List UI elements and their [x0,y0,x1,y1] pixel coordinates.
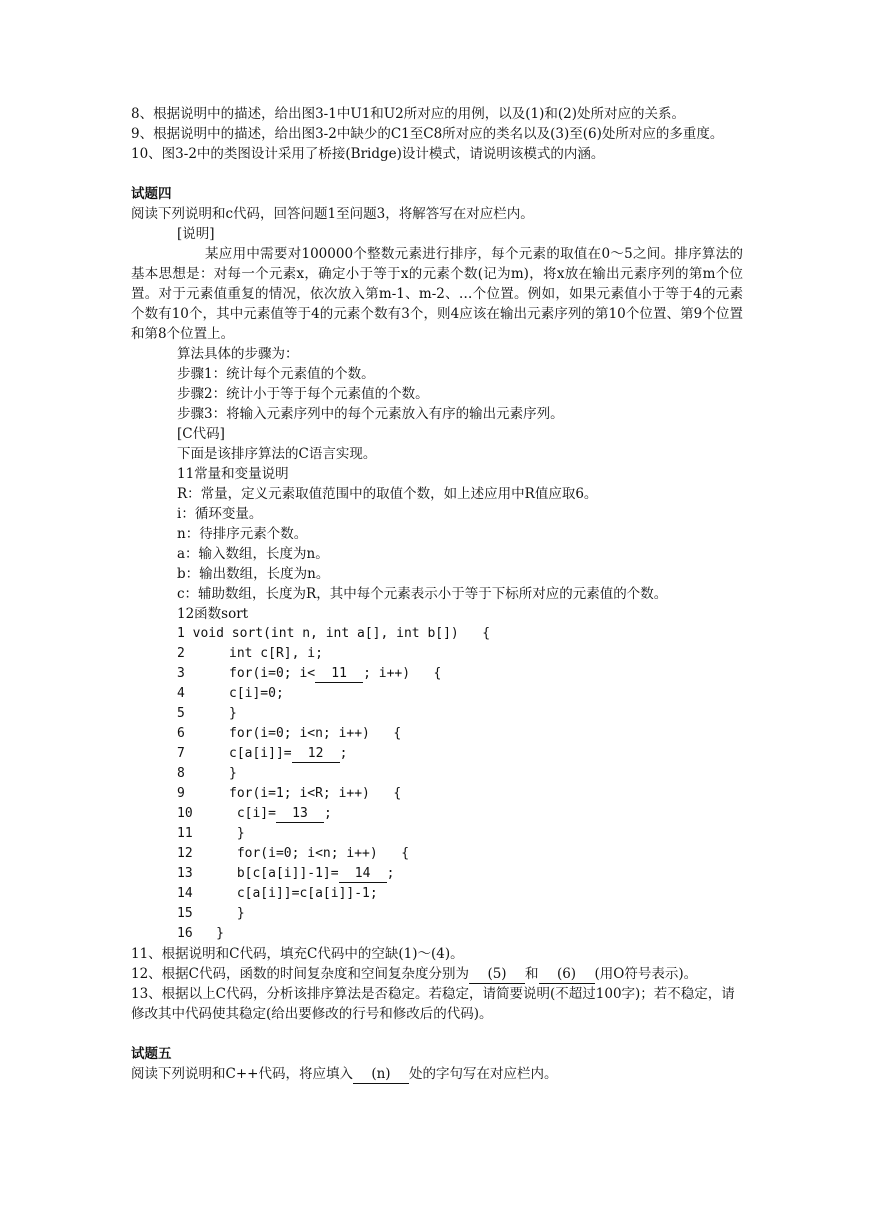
var-a: a：输入数组，长度为n。 [177,546,329,562]
var-b: b：输出数组，长度为n。 [177,566,330,582]
var-r: R：常量，定义元素取值范围中的取值个数，如上述应用中R值应取6。 [177,486,598,502]
question-11: 11、根据说明和C代码，填充C代码中的空缺(1)～(4)。 [131,946,464,962]
code-line: 7 c[a[i]]= 12 ; [177,746,348,761]
code-line: 5 } [177,706,237,721]
blank-12: 12 [292,745,340,763]
var-n: n：待排序元素个数。 [177,526,308,542]
section4-title: 试题四 [131,186,172,202]
question-9: 9、根据说明中的描述，给出图3-2中缺少的C1至C8所对应的类名以及(3)至(6)处所对应的多重度。 [131,126,724,142]
code-line: 14 c[a[i]]=c[a[i]]-1; [177,886,378,901]
code-line: 1 void sort(int n, int a[], int b[]) { [177,626,491,641]
code-line: 9 for(i=1; i<R; i++) { [177,786,402,801]
description-paragraph: 某应用中需要对100000个整数元素进行排序，每个元素的取值在0～5之间。排序算法的基本思想是：对每一个元素x，确定小于等于x的元素个数(记为m)，将x放在输出元素序列的第m个位置。对于元素值重复的情况，依次放入第m-1、m-2、…个位置。例如，如果元素值小于等于4的元素个数有10个，其中元素值等于4的元素个数有3个，则4应该在输出元素序列的第10个位置、第9个位置和第8个位置上。 [131,246,743,342]
blank-5: (5) [469,966,525,984]
code-line: 6 for(i=0; i<n; i++) { [177,726,402,741]
blank-14: 14 [339,865,387,883]
question-12: 12、根据C代码，函数的时间复杂度和空间复杂度分别为 (5) 和 (6) (用O符号表示)。 [131,966,698,982]
code-line: 11 } [177,826,245,841]
function-title: 12函数sort [177,606,249,622]
code-intro: 下面是该排序算法的C语言实现。 [177,446,377,462]
code-line: 16 } [177,926,224,941]
code-line: 15 } [177,906,245,921]
blank-6: (6) [539,966,595,984]
section5-intro: 阅读下列说明和C++代码，将应填入 (n) 处的字句写在对应栏内。 [131,1066,558,1082]
question-10: 10、图3-2中的类图设计采用了桥接(Bridge)设计模式，请说明该模式的内涵。 [131,146,605,162]
code-line: 2 int c[R], i; [177,646,323,661]
code-label: [C代码] [177,426,225,442]
blank-n: (n) [353,1066,409,1084]
var-i: i：循环变量。 [177,506,263,522]
steps-intro: 算法具体的步骤为： [177,346,299,362]
code-line: 3 for(i=0; i< 11 ; i++) { [177,666,442,681]
step-3: 步骤3：将输入元素序列中的每个元素放入有序的输出元素序列。 [177,406,564,422]
blank-11: 11 [315,665,363,683]
blank-13: 13 [276,805,324,823]
code-line: 10 c[i]= 13 ; [177,806,332,821]
section5-title: 试题五 [131,1046,172,1062]
description-label: [说明] [177,226,215,242]
code-line: 4 c[i]=0; [177,686,284,701]
question-13: 13、根据以上C代码，分析该排序算法是否稳定。若稳定，请简要说明(不超过100字)；若不稳定，请修改其中代码使其稳定(给出要修改的行号和修改后的代码)。 [131,986,735,1022]
question-8: 8、根据说明中的描述，给出图3-1中U1和U2所对应的用例，以及(1)和(2)处所对应的关系。 [131,106,686,122]
code-block [131,624,743,944]
code-line: 13 b[c[a[i]]-1]= 14 ; [177,866,395,881]
constants-title: 11常量和变量说明 [177,466,289,482]
step-1: 步骤1：统计每个元素值的个数。 [177,366,375,382]
var-c: c：辅助数组，长度为R，其中每个元素表示小于等于下标所对应的元素值的个数。 [177,586,668,602]
document-page [131,104,743,1084]
section4-intro: 阅读下列说明和c代码，回答问题1至问题3，将解答写在对应栏内。 [131,206,534,222]
code-line: 8 } [177,766,237,781]
code-line: 12 for(i=0; i<n; i++) { [177,846,410,861]
step-2: 步骤2：统计小于等于每个元素值的个数。 [177,386,429,402]
